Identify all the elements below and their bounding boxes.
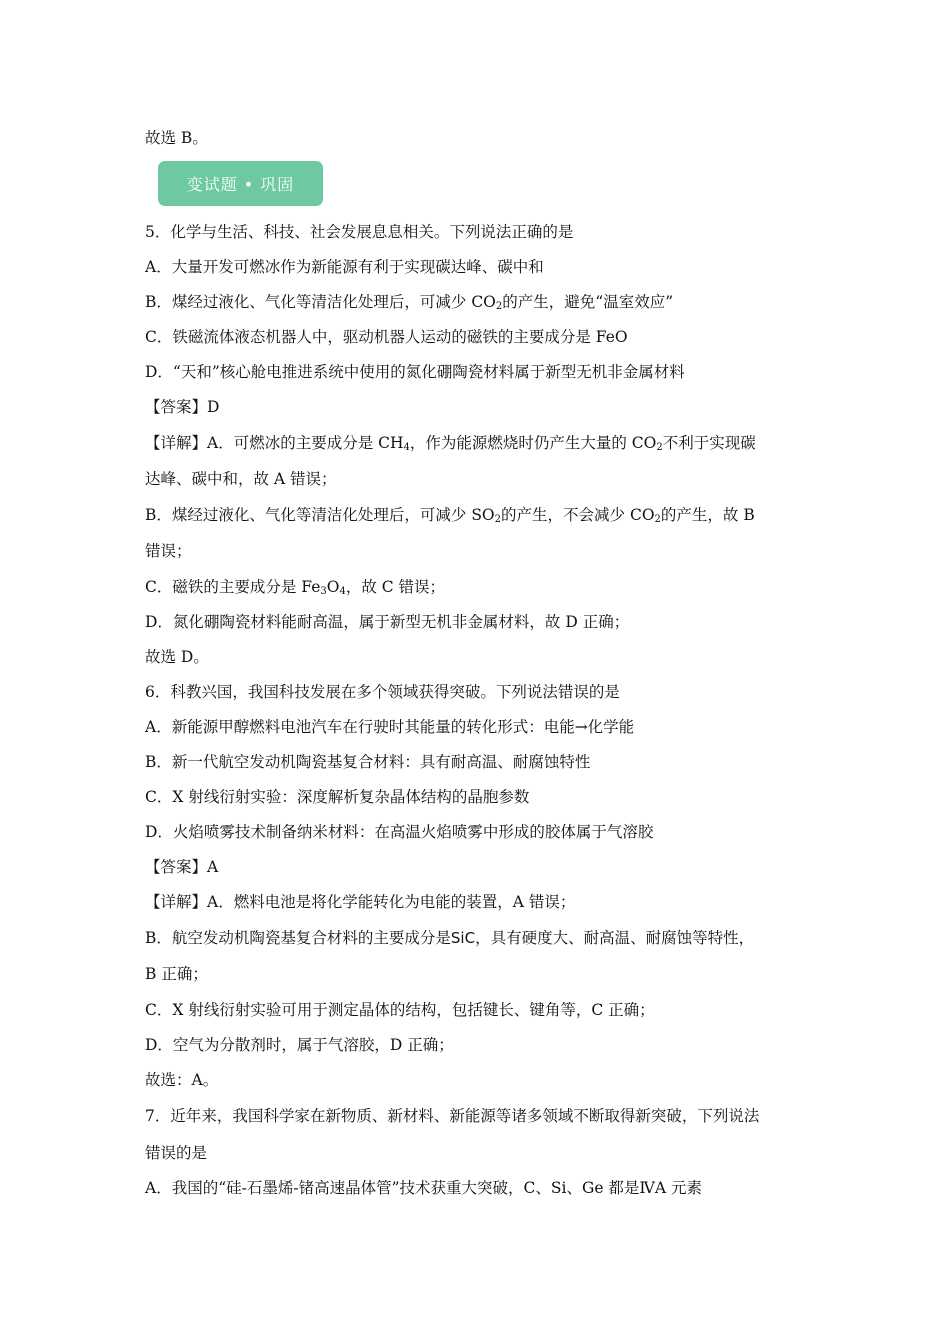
question-6-explanation: D．空气为分散剂时，属于气溶胶，D 正确； — [145, 1036, 454, 1054]
question-5-explanation — [145, 433, 756, 453]
subscript: 2 — [495, 301, 503, 312]
question-6-option-a: A．新能源甲醇燃料电池汽车在行驶时其能量的转化形式：电能→化学能 — [145, 718, 635, 736]
question-5-answer: 【答案】D — [145, 398, 220, 416]
subscript: 4 — [403, 442, 410, 453]
section-badge: 变试题 • 巩固 — [158, 161, 323, 206]
question-5-explanation: D．氮化硼陶瓷材料能耐高温，属于新型无机非金属材料，故 D 正确； — [145, 613, 630, 631]
question-7-stem: 7．近年来，我国科学家在新物质、新材料、新能源等诸多领域不断取得新突破，下列说法 — [145, 1107, 760, 1125]
question-5-option-a: A．大量开发可燃冰作为新能源有利于实现碳达峰、碳中和 — [145, 258, 544, 276]
subscript: 2 — [656, 442, 663, 453]
text-span: 的产生，故 B — [660, 506, 755, 524]
formula-sic: SiC — [450, 929, 476, 947]
text-span: ，故 C 错误； — [345, 578, 446, 596]
question-6-stem: 6．科教兴国，我国科技发展在多个领域获得突破。下列说法错误的是 — [145, 683, 620, 701]
subscript: 4 — [339, 586, 346, 597]
question-6-conclusion: 故选：A。 — [145, 1071, 219, 1089]
text-span: C．磁铁的主要成分是 Fe — [145, 578, 321, 596]
question-5-explanation — [145, 505, 755, 525]
question-7-option-a: A．我国的“硅-石墨烯-锗高速晶体管”技术获重大突破，C、Si、Ge 都是ⅣA 元素 — [145, 1179, 703, 1197]
text-span: O — [326, 578, 340, 596]
text-span: 不利于实现碳 — [662, 434, 756, 452]
question-5-conclusion: 故选 D。 — [145, 648, 209, 666]
question-6-option-c: C．X 射线衍射实验：深度解析复杂晶体结构的晶胞参数 — [145, 788, 530, 806]
text-span: 【详解】A．可燃冰的主要成分是 CH — [145, 434, 404, 452]
text-span: 的产生，不会减少 CO — [501, 506, 655, 524]
subscript: 2 — [494, 514, 502, 525]
question-5-explanation: 错误； — [145, 542, 192, 560]
text-span: ，具有硬度大、耐高温、耐腐蚀等特性， — [475, 929, 755, 947]
question-5-explanation — [145, 577, 445, 597]
question-5-option-b — [145, 292, 673, 312]
text-span: B．煤经过液化、气化等清洁化处理后，可减少 SO — [145, 506, 495, 524]
text-span: B．煤经过液化、气化等清洁化处理后，可减少 CO — [145, 293, 496, 311]
question-5-explanation: 达峰、碳中和，故 A 错误； — [145, 470, 337, 488]
question-6-option-b: B．新一代航空发动机陶瓷基复合材料：具有耐高温、耐腐蚀特性 — [145, 753, 591, 771]
text-span: ，作为能源燃烧时仍产生大量的 CO — [409, 434, 657, 452]
question-5-option-d: D．“天和”核心舱电推进系统中使用的氮化硼陶瓷材料属于新型无机非金属材料 — [145, 363, 685, 381]
question-5-stem: 5．化学与生活、科技、社会发展息息相关。下列说法正确的是 — [145, 223, 574, 241]
question-6-explanation — [145, 928, 754, 948]
question-6-explanation: B 正确； — [145, 965, 208, 983]
text-span: 的产生，避免“温室效应” — [502, 293, 674, 311]
text-line: 故选 B。 — [145, 129, 208, 147]
question-6-explanation: C．X 射线衍射实验可用于测定晶体的结构，包括键长、键角等，C 正确； — [145, 1001, 655, 1019]
text-span: B．航空发动机陶瓷基复合材料的主要成分是 — [145, 929, 451, 947]
subscript: 2 — [654, 514, 661, 525]
question-6-answer: 【答案】A — [145, 858, 219, 876]
question-6-option-d: D．火焰喷雾技术制备纳米材料：在高温火焰喷雾中形成的胶体属于气溶胶 — [145, 823, 654, 841]
question-7-stem: 错误的是 — [145, 1144, 208, 1162]
question-5-option-c: C．铁磁流体液态机器人中，驱动机器人运动的磁铁的主要成分是 FeO — [145, 328, 628, 346]
question-6-explanation: 【详解】A．燃料电池是将化学能转化为电能的装置，A 错误； — [145, 893, 576, 911]
subscript: 3 — [320, 586, 327, 597]
